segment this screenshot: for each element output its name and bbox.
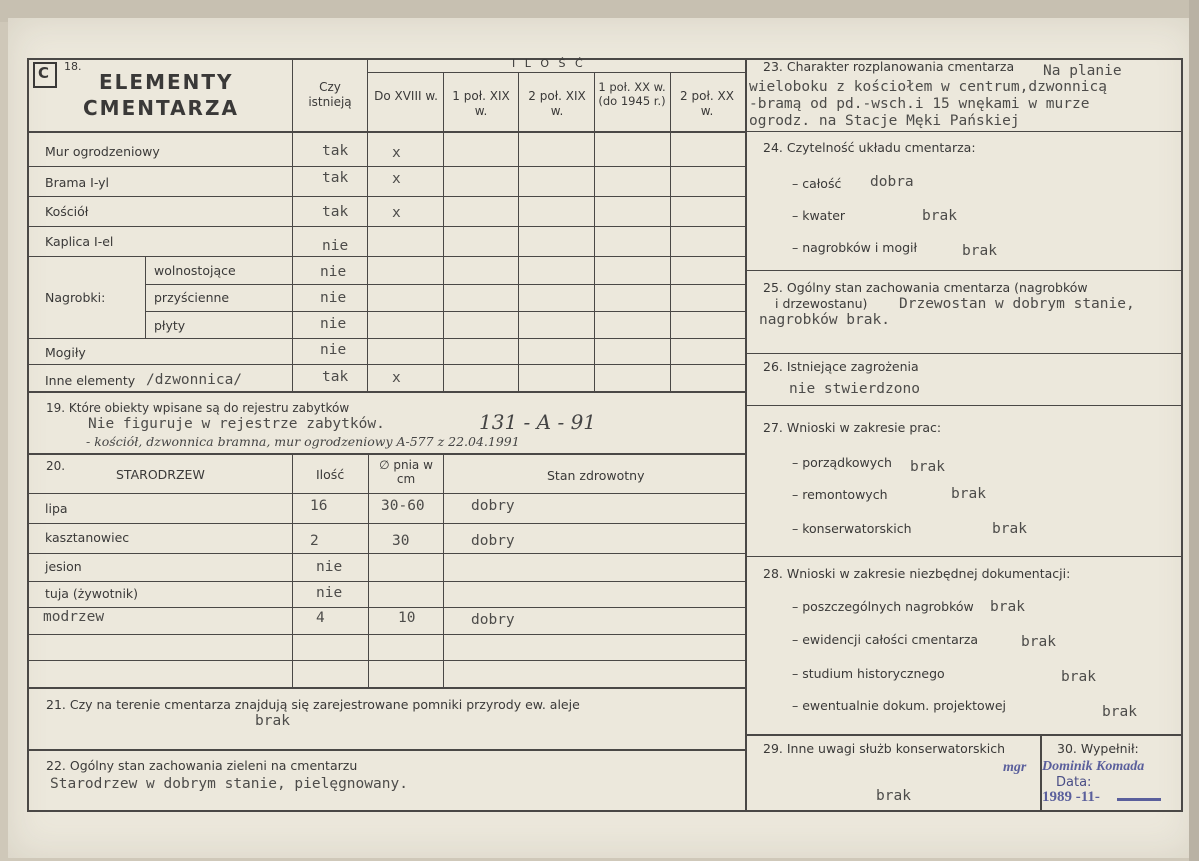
s26-label: 26. Istniejące zagrożenia bbox=[763, 359, 919, 374]
s23-line: wieloboku z kościołem w centrum,dzwonnicą bbox=[749, 79, 1107, 95]
s25-answer-2: nagrobków brak. bbox=[759, 312, 890, 328]
s29-answer: brak bbox=[876, 788, 911, 804]
element-label: Kaplica I-el bbox=[45, 234, 114, 249]
period-2: 2 poł. XIX w. bbox=[528, 89, 586, 118]
s24-item-label: – całość bbox=[792, 176, 842, 191]
element-mark: x bbox=[392, 145, 401, 161]
col-ilosc: I L O Ś Ć bbox=[512, 57, 586, 70]
s24-label: 24. Czytelność układu cmentarza: bbox=[763, 140, 976, 155]
card-letter: C bbox=[38, 64, 50, 82]
element-mark: x bbox=[392, 370, 401, 386]
s29-label: 29. Inne uwagi służb konserwatorskich bbox=[763, 741, 1005, 756]
element-label: wolnostojące bbox=[154, 263, 236, 278]
tree-state: dobry bbox=[471, 612, 515, 628]
period-1: 1 poł. XIX w. bbox=[452, 89, 510, 118]
s20-col-stan: Stan zdrowotny bbox=[547, 468, 645, 483]
s27-item-label: – porządkowych bbox=[792, 455, 892, 470]
scan-right-edge bbox=[1189, 0, 1199, 861]
s19-register-number: 131 - A - 91 bbox=[479, 410, 597, 434]
tree-qty: nie bbox=[316, 559, 343, 575]
s19-answer: Nie figuruje w rejestrze zabytków. bbox=[88, 416, 385, 432]
s27-item-value: brak bbox=[910, 459, 945, 475]
tree-name: lipa bbox=[45, 501, 68, 516]
s24-item-label: – nagrobków i mogił bbox=[792, 240, 918, 255]
s22-question: 22. Ogólny stan zachowania zieleni na cmentarzu bbox=[46, 758, 358, 773]
tree-qty: nie bbox=[316, 585, 343, 601]
s27-label: 27. Wnioski w zakresie prac: bbox=[763, 420, 942, 435]
s23-label: 23. Charakter rozplanowania cmentarza bbox=[763, 59, 1015, 74]
element-exists: tak bbox=[322, 204, 349, 220]
tree-name: tuja (żywotnik) bbox=[45, 586, 139, 601]
s28-item-label: – ewentualnie dokum. projektowej bbox=[792, 698, 1007, 713]
tree-qty: 16 bbox=[310, 498, 328, 514]
s27-item-label: – konserwatorskich bbox=[792, 521, 912, 536]
element-label: Inne elementy bbox=[45, 373, 136, 388]
s20-col-pnia: ∅ pnia w cm bbox=[379, 458, 433, 486]
title-line-2: CMENTARZA bbox=[83, 96, 239, 120]
s28-label: 28. Wnioski w zakresie niezbędnej dokumentacji: bbox=[763, 566, 1071, 581]
s20-title: STARODRZEW bbox=[116, 467, 205, 482]
element-exists: tak bbox=[322, 143, 349, 159]
tree-diameter: 10 bbox=[398, 610, 416, 626]
element-exists: nie bbox=[320, 290, 347, 306]
s28-item-label: – poszczególnych nagrobków bbox=[792, 599, 974, 614]
s22-answer: Starodrzew w dobrym stanie, pielęgnowany. bbox=[50, 776, 408, 792]
s20-number: 20. bbox=[46, 459, 66, 473]
element-label: płyty bbox=[154, 318, 186, 333]
s30-label: 30. Wypełnił: bbox=[1057, 741, 1139, 756]
element-label: Mur ogrodzeniowy bbox=[45, 144, 160, 159]
period-4: 2 poł. XX w. bbox=[680, 89, 734, 118]
element-label: Brama I-yl bbox=[45, 175, 110, 190]
element-label: przyścienne bbox=[154, 290, 230, 305]
s23-line: ogrodz. na Stacje Męki Pańskiej bbox=[749, 113, 1020, 129]
tree-name: jesion bbox=[45, 559, 82, 574]
section-18-number: 18. bbox=[64, 60, 82, 73]
s28-item-value: brak bbox=[1021, 634, 1056, 650]
s30-stamp-name: Dominik Komada bbox=[1042, 759, 1145, 774]
element-mark: x bbox=[392, 205, 401, 221]
s30-date-label: Data: bbox=[1056, 775, 1092, 790]
s23-line: Na planie bbox=[1043, 63, 1122, 79]
s28-item-value: brak bbox=[990, 599, 1025, 615]
tree-diameter: 30-60 bbox=[381, 498, 425, 514]
element-exists: nie bbox=[320, 316, 347, 332]
s30-stamp-prefix: mgr bbox=[1003, 760, 1027, 775]
s21-answer: brak bbox=[255, 713, 290, 729]
element-exists: nie bbox=[322, 238, 349, 254]
s26-answer: nie stwierdzono bbox=[789, 381, 920, 397]
s24-item-value: brak bbox=[962, 243, 997, 259]
tree-diameter: 30 bbox=[392, 533, 410, 549]
period-0: Do XVIII w. bbox=[374, 89, 438, 103]
tree-state: dobry bbox=[471, 498, 515, 514]
nagrobki-label: Nagrobki: bbox=[45, 290, 106, 305]
s25-answer-1: Drzewostan w dobrym stanie, bbox=[899, 296, 1135, 312]
title-line-1: ELEMENTY bbox=[99, 70, 234, 94]
element-mark: x bbox=[392, 171, 401, 187]
s19-question: 19. Które obiekty wpisane są do rejestru zabytków bbox=[46, 401, 350, 415]
s27-item-value: brak bbox=[951, 486, 986, 502]
element-label: Mogiły bbox=[45, 345, 86, 360]
period-3: 1 poł. XX w. (do 1945 r.) bbox=[598, 80, 666, 108]
s28-item-label: – studium historycznego bbox=[792, 666, 945, 681]
s25-label-2: i drzewostanu) bbox=[775, 296, 868, 311]
s30-date-value: 1989 -11- bbox=[1042, 789, 1100, 805]
s28-item-value: brak bbox=[1061, 669, 1096, 685]
col-czy-istnieja: Czy istnieją bbox=[308, 80, 352, 109]
element-exists: tak bbox=[322, 170, 349, 186]
tree-name: modrzew bbox=[43, 609, 105, 625]
s27-item-label: – remontowych bbox=[792, 487, 888, 502]
element-extra: /dzwonnica/ bbox=[146, 372, 243, 388]
s20-col-ilosc: Ilość bbox=[316, 467, 345, 482]
s25-label-1: 25. Ogólny stan zachowania cmentarza (nagrobków bbox=[763, 280, 1088, 295]
s21-question: 21. Czy na terenie cmentarza znajdują się zarejestrowane pomniki przyrody ew. aleje bbox=[46, 697, 580, 712]
s24-item-value: dobra bbox=[870, 174, 914, 190]
s30-date-scribble bbox=[1117, 798, 1161, 801]
element-exists: nie bbox=[320, 342, 347, 358]
s27-item-value: brak bbox=[992, 521, 1027, 537]
s23-line: -bramą od pd.-wsch.i 15 wnękami w murze bbox=[749, 96, 1090, 112]
tree-qty: 2 bbox=[310, 533, 319, 549]
s28-item-label: – ewidencji całości cmentarza bbox=[792, 632, 979, 647]
tree-state: dobry bbox=[471, 533, 515, 549]
s24-item-label: – kwater bbox=[792, 208, 846, 223]
tree-name: kasztanowiec bbox=[45, 530, 130, 545]
element-exists: nie bbox=[320, 264, 347, 280]
element-label: Kościół bbox=[45, 204, 89, 219]
element-exists: tak bbox=[322, 369, 349, 385]
s28-item-value: brak bbox=[1102, 704, 1137, 720]
s19-handwritten-note: - kościół, dzwonnica bramna, mur ogrodzeniowy A-577 z 22.04.1991 bbox=[86, 434, 520, 449]
tree-qty: 4 bbox=[316, 610, 325, 626]
s24-item-value: brak bbox=[922, 208, 957, 224]
